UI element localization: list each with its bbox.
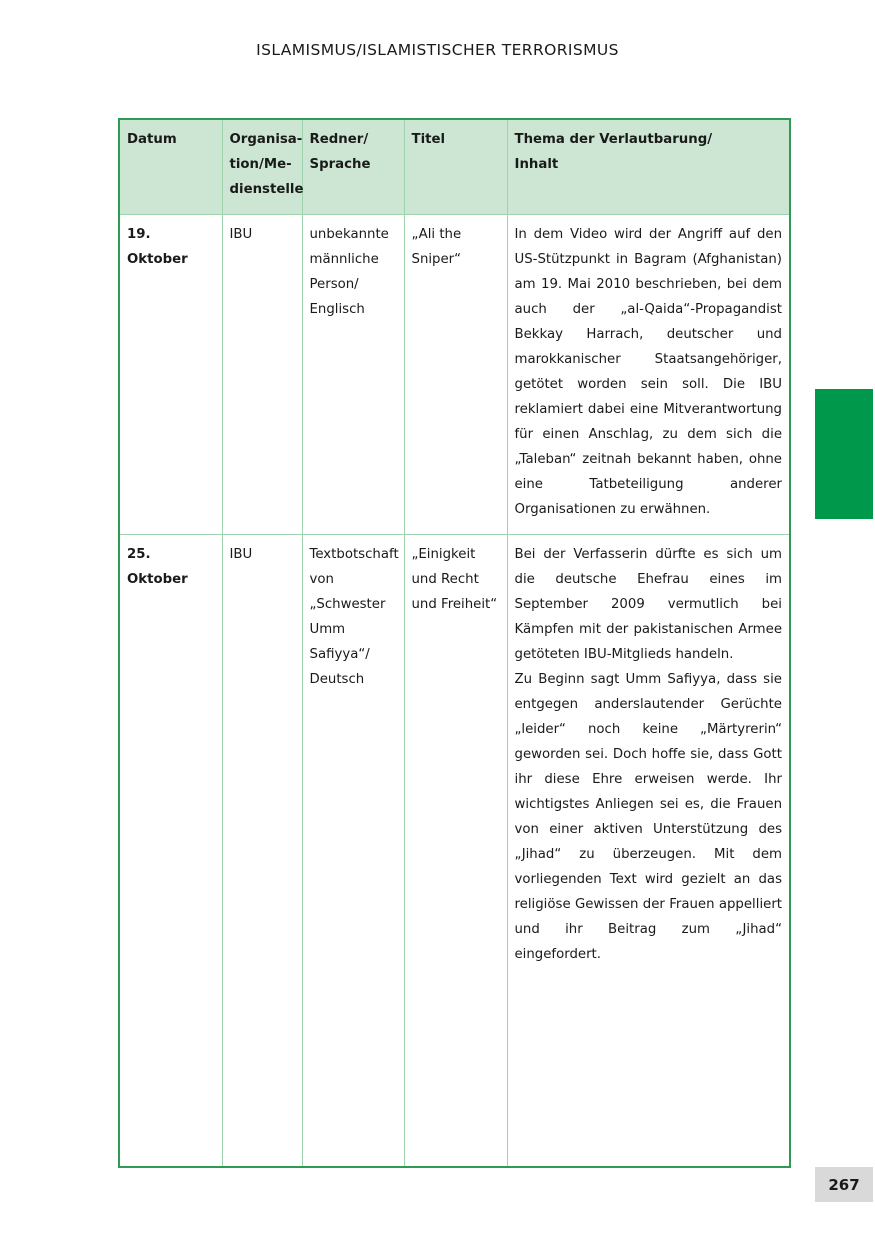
row-content [507,535,790,1168]
chapter-side-tab [815,389,873,519]
content-paragraph: In dem Video wird der Angriff auf den US-Stützpunkt in Bagram (Afghanistan) am 19. Mai 2010 beschrieben, bei dem auch der „al-Qaida“-Propagandist Bekkay Harrach, deutscher und marokkanischer Staatsangehöriger, getötet worden sein soll. Die IBU reklamiert dabei eine Mitverantwortung für einen Anschlag, zu dem sich die „Taleban“ zeitnah bekannt haben, ohne eine Tatbeteiligung anderer Organisationen zu erwähnen. [514,227,782,517]
row-organisation: IBU [222,215,302,535]
table-header-row [119,119,790,215]
header-datum [119,119,222,215]
row-title: „Einigkeit und Recht und Freiheit“ [404,535,507,1168]
row-content [507,215,790,535]
header-thema [507,119,790,215]
page-number: 267 [815,1167,873,1202]
row-title: „Ali the Sniper“ [404,215,507,535]
content-paragraph: Zu Beginn sagt Umm Safiyya, dass sie entgegen anderslautender Gerüchte „leider“ noch keine „Märtyrerin“ geworden sei. Doch hoffe sie, dass Gott ihr diese Ehre erweisen werde. Ihr wichtigstes Anliegen sei es, die Frauen von einer aktiven Unterstützung des „Jihad“ zu überzeugen. Mit dem vorliegenden Text wird gezielt an das religiöse Gewissen der Frauen appelliert und ihr Beitrag zum „Jihad“ eingefordert. [514,672,782,962]
row-speaker: unbekannte männliche Person/ Englisch [302,215,404,535]
header-organisation-label: Organisa- tion/Me- dienstelle [229,132,304,197]
row-organisation: IBU [222,535,302,1168]
header-titel [404,119,507,215]
row-date: 19. Oktober [119,215,222,535]
header-organisation [222,119,302,215]
row-date: 25. Oktober [119,535,222,1168]
row-speaker: Textbotschaft von „Schwester Umm Safiyya“/ Deutsch [302,535,404,1168]
content-paragraph: Bei der Verfasserin dürfte es sich um die deutsche Ehefrau eines im September 2009 vermutlich bei Kämpfen mit der pakistanischen Armee getöteten IBU-Mitglieds handeln. [514,547,782,662]
header-titel-label: Titel [411,132,446,147]
statements-table [118,118,791,1168]
header-redner-label: Redner/ Sprache [309,132,371,172]
running-head: ISLAMISMUS/ISLAMISTISCHER TERRORISMUS [256,41,619,59]
table-row [119,215,790,535]
header-datum-label: Datum [127,132,177,147]
header-redner [302,119,404,215]
header-thema-label: Thema der Verlautbarung/ Inhalt [514,132,713,172]
table-row [119,535,790,1168]
